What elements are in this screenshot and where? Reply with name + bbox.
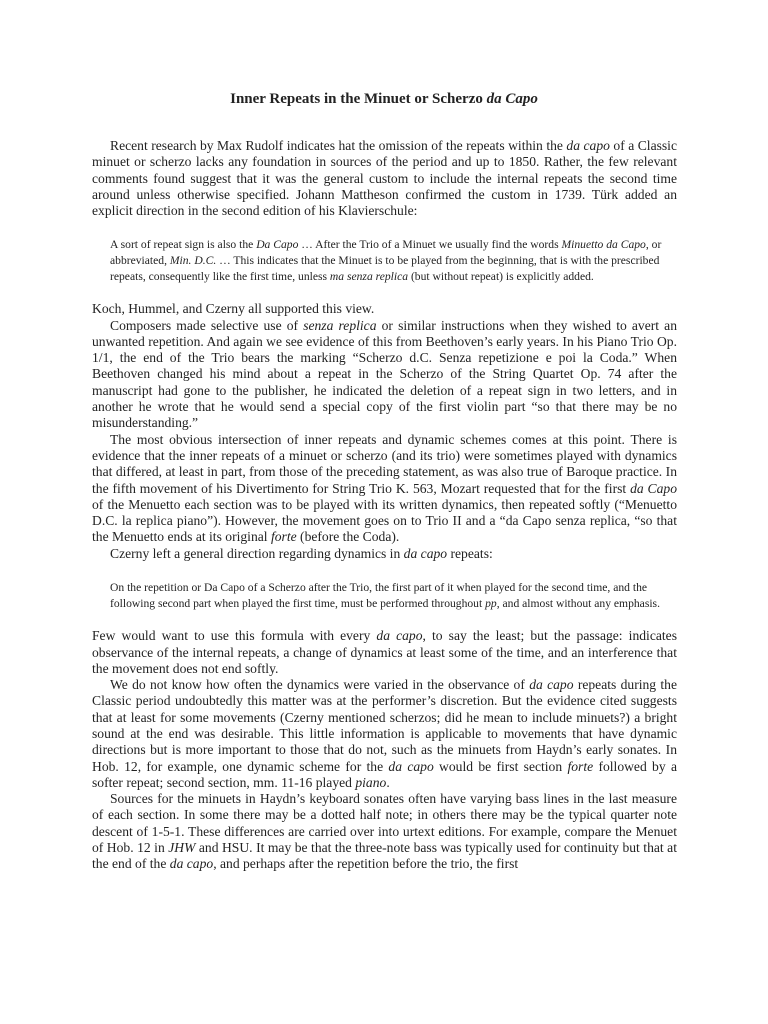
paragraph-3: Composers made selective use of senza replica or similar instructions when they wished to avert an unwanted repetition. And again we see evidence of this from Beethoven’s early years. In his Piano Trio Op. 1/1, the end of the Trio bears the marking “Scherzo d.C. Senza repetizione e poi la Coda.” When Beethoven changed his mind about a repeat in the Scherzo of the String Quartet Op. 74 after the manuscript had gone to the publisher, he indicated the deletion of a repeat sign in two letters, and in another he wrote that he would send a special copy of the first violin part “so that there may be no misunderstanding.” — [92, 317, 677, 431]
paragraph-8: Sources for the minuets in Haydn’s keyboard sonates often have varying bass lines in the last measure of each section. In some there may be a dotted half note; in others there may be the typical quarter note descent of 1-5-1. These differences are carried over into urtext editions. For example, compare the Menuet of Hob. 12 in JHW and HSU. It may be that the three-note bass was typically used for continuity but that at the end of the da capo, and perhaps after the repetition before the trio, the first — [92, 791, 677, 872]
paragraph-5: Czerny left a general direction regarding dynamics in da capo repeats: — [110, 545, 493, 561]
paragraph-6: Few would want to use this formula with every da capo, to say the least; but the passage: indicates observance of the internal repeats, a change of dynamics at least some of the time, and an interference that the movement does not end softly. — [92, 628, 677, 676]
paragraph-2: Koch, Hummel, and Czerny all supported this view. — [92, 301, 375, 317]
title-italic: da Capo — [486, 91, 538, 107]
title-text: Inner Repeats in the Minuet or Scherzo — [230, 91, 487, 107]
document-body — [92, 138, 677, 873]
block-quote-2: On the repetition or Da Capo of a Scherzo after the Trio, the first part of it when played for the second time, and the following second part when played the first time, must be performed throughout pp, and almost without any emphasis. — [110, 581, 660, 610]
paragraph-7: We do not know how often the dynamics were varied in the observance of da capo repeats during the Classic period undoubtedly this matter was at the performer’s discretion. But the evidence cited suggests that at least for some movements (Czerny mentioned scherzos; did he mean to include minuets?) a bright sound at the end was desirable. This little information is applicable to movements that have dynamic directions but is more important to those that do not, such as the minuets from Haydn’s early sonates. In Hob. 12, for example, one dynamic scheme for the da capo would be first section forte followed by a softer repeat; second section, mm. 11-16 played piano. — [92, 677, 677, 790]
page-title — [0, 89, 768, 109]
paragraph-1: Recent research by Max Rudolf indicates hat the omission of the repeats within the da capo of a Classic minuet or scherzo lacks any foundation in sources of the period and up to 1850. Rather, the few relevant comments found suggest that it was the general custom to include the internal repeats the second time around unless otherwise specified. Johann Mattheson confirmed the custom in 1739. Türk added an explicit direction in the second edition of his Klavierschule: — [92, 138, 677, 219]
block-quote-1: A sort of repeat sign is also the Da Capo … After the Trio of a Minuet we usually find the words Minuetto da Capo, or abbreviated, Min. D.C. … This indicates that the Minuet is to be played from the beginning, that is with the prescribed repeats, consequently like the first time, unless ma senza replica (but without repeat) is explicitly added. — [110, 238, 662, 283]
paragraph-4: The most obvious intersection of inner repeats and dynamic schemes comes at this point. There is evidence that the inner repeats of a minuet or scherzo (and its trio) were sometimes played with dynamics that differed, at least in part, from those of the preceding statement, as was also true of Baroque practice. In the fifth movement of his Divertimento for String Trio K. 563, Mozart requested that for the first da Capo of the Menuetto each section was to be played with its written dynamics, then repeated softly (“Menuetto D.C. la replica piano”). However, the movement goes on to Trio II and a “da Capo senza replica, “so that the Menuetto ends at its original forte (before the Coda). — [92, 431, 678, 545]
